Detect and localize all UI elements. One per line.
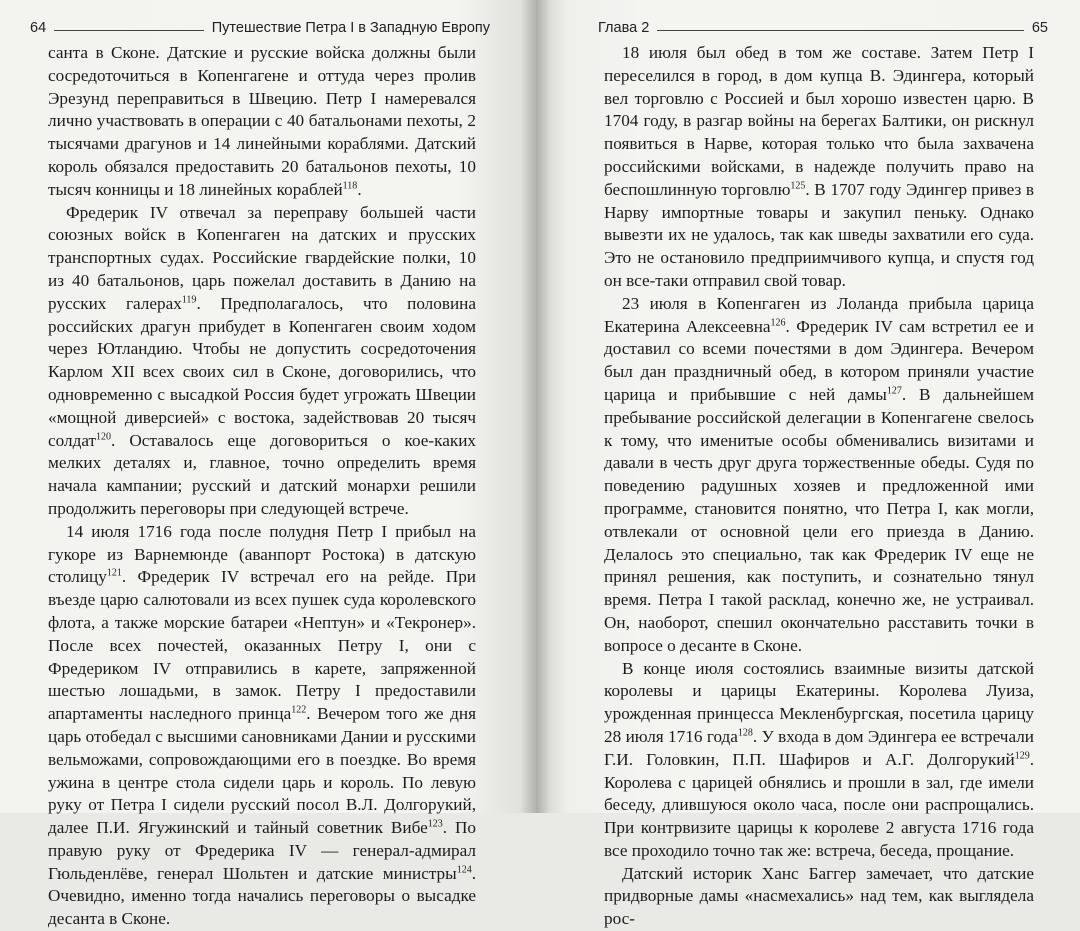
- text-run: . Фредерик IV сам встретил ее и доставил со всеми почестями в дом Эдингера. Вечером был дан праздничный обед, в котором приняли участие царица и прибывшие с ней дамы: [604, 316, 1035, 404]
- footnote-ref: 124: [456, 863, 472, 875]
- text-run: 23 июля в Копенгаген из Лоланда прибыла царица Екатерина Алексеевна: [604, 293, 1034, 336]
- text-run: Датский историк Ханс Баггер замечает, что датские придворные дамы «насмехались» над тем, как выглядела рос-: [604, 863, 1034, 929]
- running-title: Путешествие Петра I в Западную Европу: [211, 20, 490, 36]
- right-page: [536, 0, 1080, 929]
- page-header: [30, 20, 490, 36]
- running-title: Глава 2: [598, 20, 650, 36]
- text-run: Фредерик IV отвечал за переправу большей части союзных войск в Копенгаген на датских и прусских транспортных судах. Российские гвардейские полки, 10 из 40 батальонов, царь пожелал доставить в Данию на русских галерах: [48, 202, 476, 313]
- text-run: .: [357, 179, 362, 199]
- paragraph: [48, 521, 476, 931]
- text-run: . Вечером того же дня царь отобедал с высшими сановниками Дании и русскими вельможами, сопровождающими его в поездке. Во время ужина в центре стола сидели царь и король. По левую руку от Петра I сидели русский посол В.Л. Долгорукий, далее П.И. Ягужинский и тайный советник Вибе: [48, 704, 476, 838]
- paragraph: [604, 658, 1034, 863]
- page-number: 64: [30, 20, 47, 36]
- footnote-ref: 122: [291, 704, 307, 716]
- paragraph: [604, 293, 1034, 658]
- text-run: . По правую руку от Фредерика IV — генерал-адмирал Гюльденлёве, генерал Шольтен и датские министры: [48, 818, 476, 883]
- text-run: В конце июля состоялись взаимные визиты датской королевы и царицы Екатерины. Королева Луиза, урожденная принцесса Мекленбургская, посетила царицу 28 июля 1716 года: [604, 658, 1034, 746]
- text-run: . Очевидно, именно тогда начались переговоры о высадке десанта в Сконе.: [48, 863, 476, 929]
- paragraph: [604, 863, 1034, 931]
- page-header: [598, 20, 1048, 36]
- footnote-ref: 120: [96, 430, 112, 442]
- text-run: . Королева с царицей обнялись и прошли в зал, где имели беседу, длившуюся около часа, после они распрощались. При контрвизите царицы к королеве 2 августа 1716 года все проходило точно так же: встреча, беседа, прощание.: [604, 749, 1034, 860]
- footnote-ref: 127: [886, 385, 902, 397]
- footnote-ref: 121: [106, 567, 122, 579]
- text-run: . Оставалось еще договориться о кое-каких мелких деталях и, главное, точно определить время начала кампании; русский и датский монархи решили продолжить переговоры при следующей встрече.: [48, 430, 476, 518]
- paragraph: [48, 42, 476, 202]
- book-gutter: [520, 0, 550, 813]
- text-run: 18 июля был обед в том же составе. Затем Петр I переселился в город, в дом купца В. Эдингера, который вел торговлю с Россией и был хорошо известен царю. В 1704 году, в разгар войны на берегах Балтики, он рискнул появиться в Нарве, которая только что была захвачена российскими войсками, в надежде получить право на беспошлинную торговлю: [604, 43, 1034, 199]
- paragraph: [48, 202, 476, 521]
- footnote-ref: 125: [790, 180, 806, 192]
- text-run: . У входа в дом Эдингера ее встречали Г.И. Головкин, П.П. Шафиров и А.Г. Долгорукий: [604, 726, 1034, 769]
- footnote-ref: 118: [342, 180, 358, 192]
- text-run: . Предполагалось, что половина российских драгун прибудет в Копенгаген своим ходом через Ютландию. Чтобы не допустить сосредоточения Карлом XII всех своих сил в Сконе, договорились, что одновременно с высадкой Россия будет угрожать Швеции «мощной диверсией» с востока, задействовав 20 тысяч солдат: [48, 293, 476, 450]
- footnote-ref: 128: [737, 727, 753, 739]
- page-number: 65: [1031, 20, 1048, 36]
- text-run: санта в Сконе. Датские и русские войска должны были сосредоточиться в Копенгагене и оттуда через пролив Эрезунд переправиться в Швецию. Петр I намеревался лично участвовать в операции с 40 батальонами пехоты, 2 тысячами драгунов и 14 линейными кораблями. Датский король обязался предоставить 20 батальонов пехоты, 10 тысяч конницы и 18 линейных кораблей: [48, 43, 476, 199]
- body-text: [604, 42, 1034, 931]
- left-page: [0, 0, 536, 929]
- footnote-ref: 129: [1014, 749, 1030, 761]
- body-text: [48, 42, 476, 931]
- header-rule: [54, 30, 204, 31]
- footnote-ref: 119: [181, 294, 197, 306]
- text-run: . Фредерик IV встречал его на рейде. При въезде царю салютовали из всех пушек суда королевского флота, а также морские батареи «Нептун» и «Текронер». После всех почестей, оказанных Петру I, они с Фредериком IV отправились в карете, запряженной шестью лошадьми, в замок. Петру I предоставили апартаменты наследного принца: [48, 567, 476, 724]
- text-run: 14 июля 1716 года после полудня Петр I прибыл на гукоре из Варнемюнде (аванпорт Ростока) в датскую столицу: [48, 521, 476, 587]
- text-run: . В дальнейшем пребывание российской делегации в Копенгагене свелось к тому, что именитые особы обменивались визитами и давали в честь друг друга торжественные обеды. Судя по поведению радушных хозяев и предложенной ими программе, становится понятно, что Петра I, как могли, отвлекали от основной цели его приезда в Данию. Делалось это специально, так как Фредерик IV еще не принял решения, как поступить, и сознательно тянул время. Петра I такой расклад, конечно же, не устраивал. Он, наоборот, спешил окончательно расставить точки в вопросе о десанте в Сконе.: [604, 384, 1034, 655]
- header-rule: [657, 30, 1024, 31]
- text-run: . В 1707 году Эдингер привез в Нарву импортные товары и закупил пеньку. Однако вывезти их не удалось, так как шведы захватили его суда. Это не остановило предприимчивого купца, и спустя год он все-таки отправил свой товар.: [604, 179, 1035, 290]
- paragraph: [604, 42, 1034, 293]
- footnote-ref: 123: [427, 818, 443, 830]
- footnote-ref: 126: [770, 316, 786, 328]
